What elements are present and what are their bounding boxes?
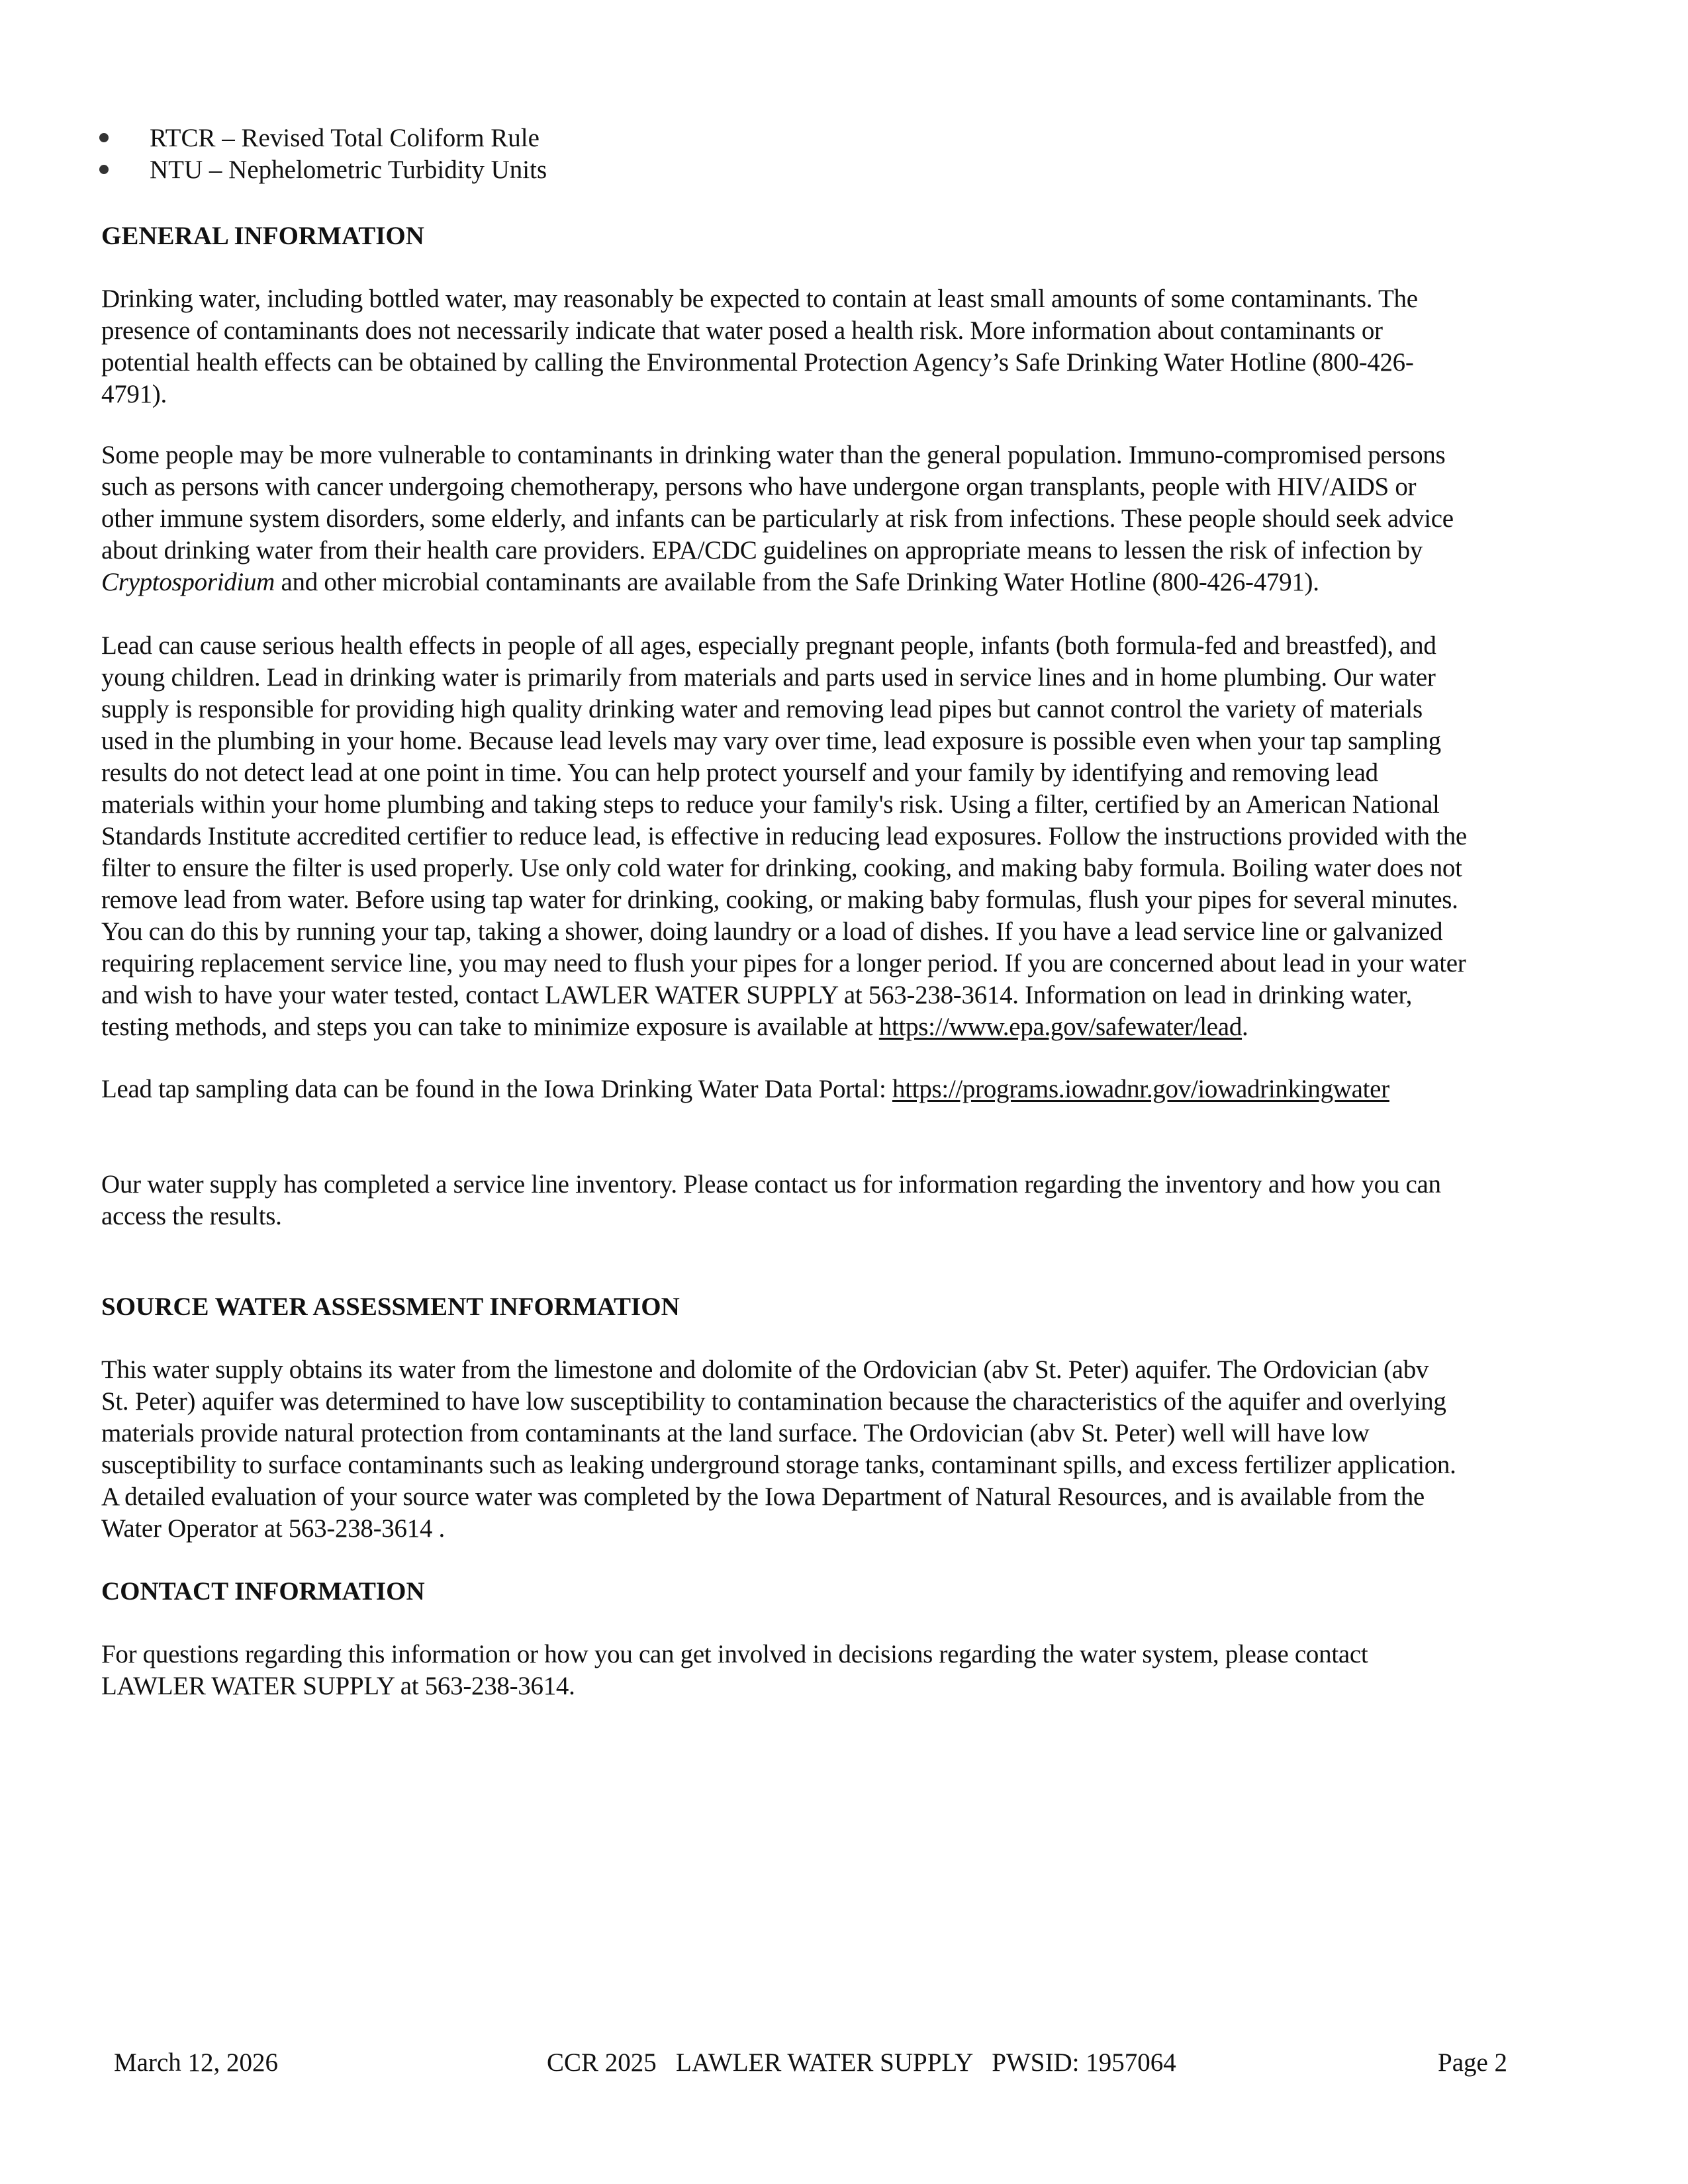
abbreviation-item-ntu: NTU – Nephelometric Turbidity Units	[99, 155, 547, 185]
footer-report-id: CCR 2025 LAWLER WATER SUPPLY PWSID: 1957064	[547, 2048, 1176, 2077]
section-heading-contact: CONTACT INFORMATION	[101, 1577, 425, 1606]
abbreviation-item-rtcr: RTCR – Revised Total Coliform Rule	[99, 123, 539, 153]
text-line: about drinking water from their health care providers. EPA/CDC guidelines on appropriate means to lessen the risk of infection by	[101, 536, 1423, 565]
cryptosporidium-term: Cryptosporidium	[101, 568, 275, 596]
text-line: You can do this by running your tap, taking a shower, doing laundry or a load of dishes. If you have a lead service line or galvanized	[101, 917, 1443, 946]
text-line: other immune system disorders, some elderly, and infants can be particularly at risk from infections. These people should seek advice	[101, 504, 1454, 533]
epa-lead-link[interactable]: https://www.epa.gov/safewater/lead	[878, 1013, 1243, 1041]
text-line: filter to ensure the filter is used properly. Use only cold water for drinking, cooking, and making baby formula. Boiling water does not	[101, 854, 1462, 882]
footer-date: March 12, 2026	[114, 2048, 279, 2077]
bullet-icon	[99, 165, 109, 174]
text-line: susceptibility to surface contaminants such as leaking underground storage tanks, contaminant spills, and excess fertilizer application.	[101, 1451, 1456, 1479]
bullet-icon	[99, 133, 109, 142]
text-line: materials within your home plumbing and taking steps to reduce your family's risk. Using a filter, certified by an American National	[101, 790, 1440, 819]
text-line: results do not detect lead at one point in time. You can help protect yourself and your family by identifying and removing lead	[101, 758, 1378, 787]
text-line: requiring replacement service line, you may need to flush your pipes for a longer period. If you are concerned about lead in your water	[101, 949, 1466, 978]
text-line: materials provide natural protection from contaminants at the land surface. The Ordovician (abv St. Peter) well will have low	[101, 1419, 1370, 1447]
text-line: such as persons with cancer undergoing chemotherapy, persons who have undergone organ transplants, people with HIV/AIDS or	[101, 473, 1417, 501]
text-line: Cryptosporidium and other microbial contaminants are available from the Safe Drinking Water Hotline (800-426-4791).	[101, 568, 1319, 596]
text-line: presence of contaminants does not necessarily indicate that water posed a health risk. More information about contaminants or	[101, 316, 1383, 345]
text-line: access the results.	[101, 1202, 282, 1230]
text-line: testing methods, and steps you can take to minimize exposure is available at https://www.epa.gov/safewater/lead.	[101, 1013, 1248, 1041]
text-line: remove lead from water. Before using tap water for drinking, cooking, or making baby formulas, flush your pipes for several minutes.	[101, 886, 1458, 914]
text-line: Standards Institute accredited certifier to reduce lead, is effective in reducing lead exposures. Follow the instructions provided with the	[101, 822, 1467, 850]
text-line: A detailed evaluation of your source water was completed by the Iowa Department of Natural Resources, and is available from the	[101, 1482, 1425, 1511]
text-line: Some people may be more vulnerable to contaminants in drinking water than the general population. Immuno-compromised persons	[101, 441, 1446, 469]
text-line: used in the plumbing in your home. Because lead levels may vary over time, lead exposure is possible even when your tap sampling	[101, 727, 1441, 755]
iowa-drinking-water-portal-link[interactable]: https://programs.iowadnr.gov/iowadrinkingwater	[892, 1075, 1389, 1103]
text-line: supply is responsible for providing high quality drinking water and removing lead pipes but cannot control the variety of materials	[101, 695, 1423, 723]
text-line: St. Peter) aquifer was determined to have low susceptibility to contamination because the characteristics of the aquifer and overlying	[101, 1387, 1446, 1416]
text-line: 4791).	[101, 380, 167, 408]
text-line: potential health effects can be obtained by calling the Environmental Protection Agency’s Safe Drinking Water Hotline (800-426-	[101, 348, 1414, 377]
text-line: Lead can cause serious health effects in people of all ages, especially pregnant people, infants (both formula-fed and breastfed), and	[101, 631, 1436, 660]
footer-page-number: Page 2	[1438, 2048, 1508, 2077]
text-line: For questions regarding this information or how you can get involved in decisions regarding the water system, please contact	[101, 1640, 1368, 1668]
text-line: young children. Lead in drinking water is primarily from materials and parts used in service lines and in home plumbing. Our water	[101, 663, 1436, 692]
section-heading-general-information: GENERAL INFORMATION	[101, 222, 424, 250]
text-line: Water Operator at 563-238-3614 .	[101, 1514, 445, 1543]
text-line: LAWLER WATER SUPPLY at 563-238-3614.	[101, 1672, 575, 1700]
paragraph-data-portal: Lead tap sampling data can be found in the Iowa Drinking Water Data Portal: https://programs.iowadnr.gov/iowadrinkingwater	[101, 1075, 1389, 1103]
text-line: Our water supply has completed a service line inventory. Please contact us for information regarding the inventory and how you can	[101, 1170, 1441, 1199]
text-line: and wish to have your water tested, contact LAWLER WATER SUPPLY at 563-238-3614. Information on lead in drinking water,	[101, 981, 1413, 1009]
text-line: Drinking water, including bottled water, may reasonably be expected to contain at least small amounts of some contaminants. The	[101, 285, 1418, 313]
section-heading-source-water: SOURCE WATER ASSESSMENT INFORMATION	[101, 1293, 680, 1321]
text-line: This water supply obtains its water from the limestone and dolomite of the Ordovician (abv St. Peter) aquifer. The Ordovician (abv	[101, 1355, 1429, 1384]
